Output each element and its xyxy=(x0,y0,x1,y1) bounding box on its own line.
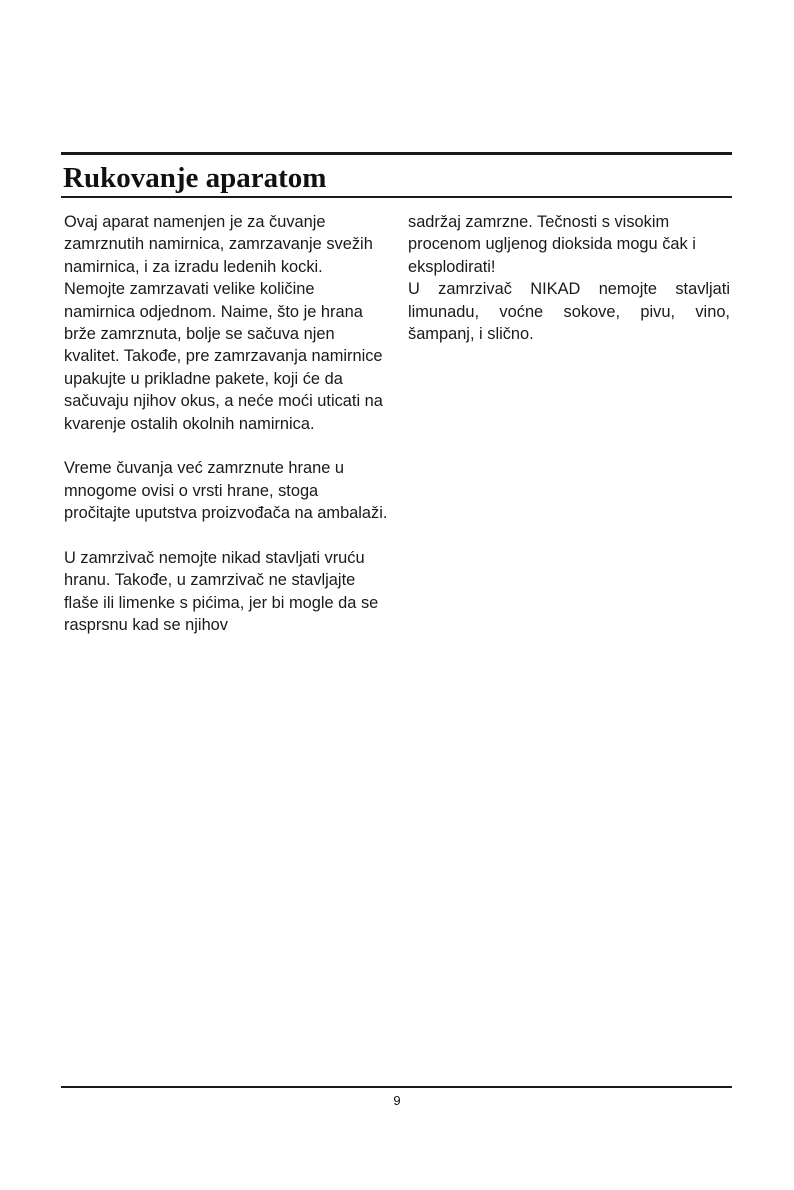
paragraph-warning-hot-food: U zamrzivač nemojte nikad stavljati vruću hranu. Takođe, u zamrzivač ne stavljajte flaše ili limenke s pićima, jer bi mogle da se rasprsnu kad se njihov xyxy=(64,549,379,635)
title-underline-rule xyxy=(61,196,732,198)
paragraph-purpose: Ovaj aparat namenjen je za čuvanje zamrznutih namirnica, zamrzavanje svežih namirnica, i za izradu ledenih kocki. xyxy=(64,213,373,276)
section-title: Rukovanje aparatom xyxy=(63,162,327,194)
page-number: 9 xyxy=(393,1093,401,1108)
warning-line-2: limunadu, voćne sokove, pivu, vino, xyxy=(408,302,730,321)
left-text-column xyxy=(64,211,389,637)
paragraph-freezing-advice: Nemojte zamrzavati velike količine namirnica odjednom. Naime, što je hrana brže zamrznuta, bolje se sačuva njen kvalitet. Takođe, pre zamrzavanja namirnice upakujte u prikladne pakete, koji će da sačuvaju njihov okus, a neće moći uticati na kvarenje ostalih okolnih namirnica. xyxy=(64,280,383,433)
warning-line-1: U zamrzivač NIKAD nemojte stavljati xyxy=(408,280,730,299)
paragraph-carbonated-liquids: sadržaj zamrzne. Tečnosti s visokim procenom ugljenog dioksida mogu čak i eksplodirati! xyxy=(408,213,696,276)
warning-line-3: šampanj, i slično. xyxy=(408,325,534,344)
right-text-column xyxy=(408,211,730,345)
header-top-rule xyxy=(61,152,732,155)
paragraph-storage-time: Vreme čuvanja već zamrznute hrane u mnogome ovisi o vrsti hrane, stoga pročitajte uputstva proizvođača na ambalaži. xyxy=(64,459,388,523)
footer-rule xyxy=(61,1086,732,1088)
